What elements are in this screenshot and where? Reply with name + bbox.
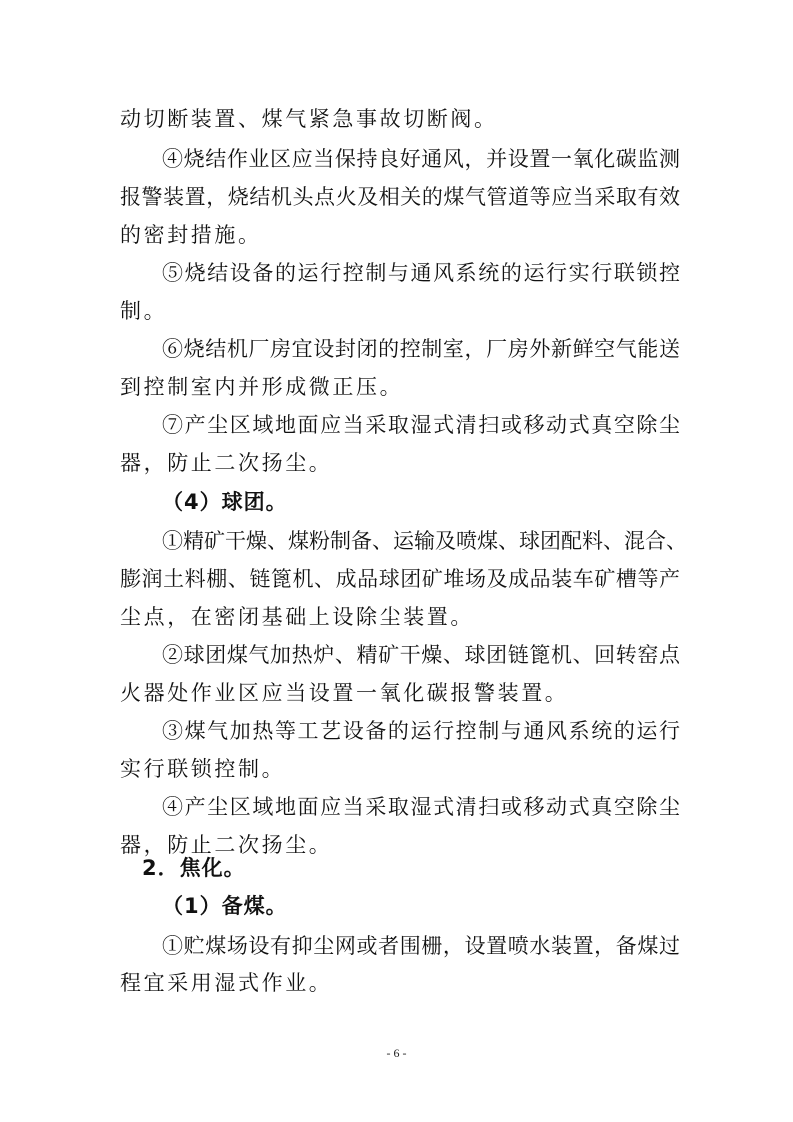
paragraph-line-16: 火器处作业区应当设置一氧化碳报警装置。 — [120, 681, 569, 705]
paragraph-line-10: 器，防止二次扬尘。 — [120, 451, 333, 475]
paragraph-line-2: ④烧结作业区应当保持良好通风，并设置一氧化碳监测 — [162, 147, 680, 171]
paragraph-line-17: ③煤气加热等工艺设备的运行控制与通风系统的运行 — [162, 719, 680, 743]
paragraph-line-15: ②球团煤气加热炉、精矿干燥、球团链篦机、回转窑点 — [162, 643, 680, 667]
paragraph-line-23: ①贮煤场设有抑尘网或者围栅，设置喷水装置，备煤过 — [162, 934, 680, 958]
paragraph-line-19: ④产尘区域地面应当采取湿式清扫或移动式真空除尘 — [162, 795, 680, 819]
section-heading-coking: 2．焦化。 — [142, 856, 246, 880]
paragraph-line-20: 器，防止二次扬尘。 — [120, 833, 333, 857]
paragraph-line-5: ⑤烧结设备的运行控制与通风系统的运行实行联锁控 — [162, 261, 680, 285]
section-heading-pellet: （4）球团。 — [162, 490, 288, 514]
paragraph-line-18: 实行联锁控制。 — [120, 757, 286, 781]
paragraph-line-8: 到控制室内并形成微正压。 — [120, 375, 404, 399]
paragraph-line-3: 报警装置，烧结机头点火及相关的煤气管道等应当采取有效 — [120, 185, 680, 209]
paragraph-line-13: 膨润土料棚、链篦机、成品球团矿堆场及成品装车矿槽等产 — [120, 567, 680, 591]
section-heading-coal-prep: （1）备煤。 — [162, 894, 288, 918]
paragraph-line-1: 动切断装置、煤气紧急事故切断阀。 — [120, 107, 498, 131]
paragraph-line-4: 的密封措施。 — [120, 223, 262, 247]
paragraph-line-14: 尘点，在密闭基础上设除尘装置。 — [120, 605, 474, 629]
paragraph-line-7: ⑥烧结机厂房宜设封闭的控制室，厂房外新鲜空气能送 — [162, 337, 680, 361]
paragraph-line-6: 制。 — [120, 299, 168, 323]
page-number: - 6 - — [386, 1046, 407, 1060]
paragraph-line-24: 程宜采用湿式作业。 — [120, 971, 333, 995]
paragraph-line-12: ①精矿干燥、煤粉制备、运输及喷煤、球团配料、混合、 — [162, 529, 687, 553]
paragraph-line-9: ⑦产尘区域地面应当采取湿式清扫或移动式真空除尘 — [162, 413, 680, 437]
